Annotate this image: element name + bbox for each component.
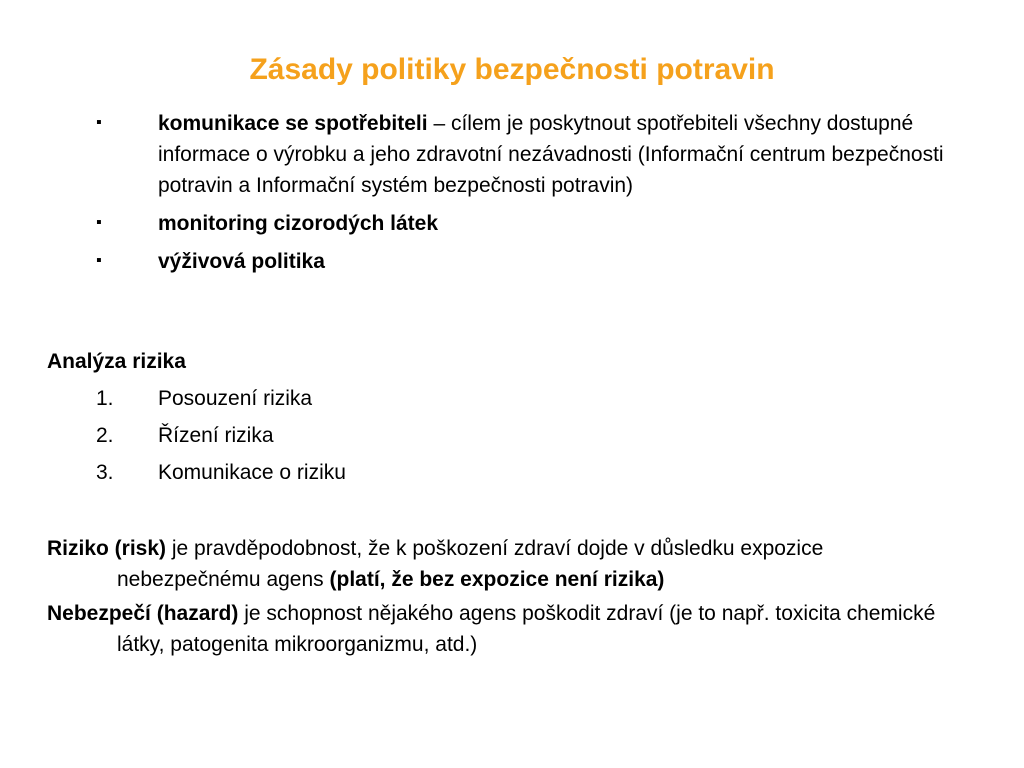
bullet-term: výživová politika <box>158 250 325 273</box>
definition-term: Riziko (risk) <box>47 537 167 560</box>
analysis-heading: Analýza rizika <box>47 350 186 373</box>
bullet-item <box>96 246 976 277</box>
definition-term: Nebezpečí (hazard) <box>47 602 239 625</box>
item-text: Posouzení rizika <box>158 387 313 410</box>
square-bullet-icon: ▪ <box>96 114 102 131</box>
numbered-item <box>96 420 346 457</box>
bullet-term: komunikace se spotřebiteli <box>158 112 428 135</box>
bullet-item <box>96 108 976 201</box>
definition-text: je schopnost nějakého agens poškodit zdraví (je to např. toxicita chemické látky, patogenita mikroorganizmu, atd.) <box>117 602 936 656</box>
square-bullet-icon: ▪ <box>96 214 102 231</box>
definition-risk <box>47 533 967 595</box>
principles-list <box>96 108 976 284</box>
analysis-list <box>96 383 346 494</box>
square-bullet-icon: ▪ <box>96 252 102 269</box>
definition-note: (platí, že bez expozice není rizika) <box>329 568 665 591</box>
bullet-item <box>96 208 976 239</box>
numbered-item <box>96 457 346 494</box>
item-text: Řízení rizika <box>158 424 274 447</box>
definition-text: je pravděpodobnost, že k poškození zdraví dojde v důsledku expozice nebezpečnému agens <box>117 537 824 591</box>
numbered-item <box>96 383 346 420</box>
item-text: Komunikace o riziku <box>158 461 346 484</box>
item-number: 2. <box>96 424 114 447</box>
bullet-term: monitoring cizorodých látek <box>158 212 439 235</box>
slide-title: Zásady politiky bezpečnosti potravin <box>249 53 775 86</box>
definition-hazard <box>47 598 967 660</box>
bullet-description: – cílem je poskytnout spotřebiteli všechny dostupné informace o výrobku a jeho zdravotní nezávadnosti (Informační centrum bezpečnosti potravin a Informační systém bezpečnosti potravin) <box>158 112 944 197</box>
definitions <box>47 533 967 663</box>
item-number: 3. <box>96 461 114 484</box>
item-number: 1. <box>96 387 114 410</box>
